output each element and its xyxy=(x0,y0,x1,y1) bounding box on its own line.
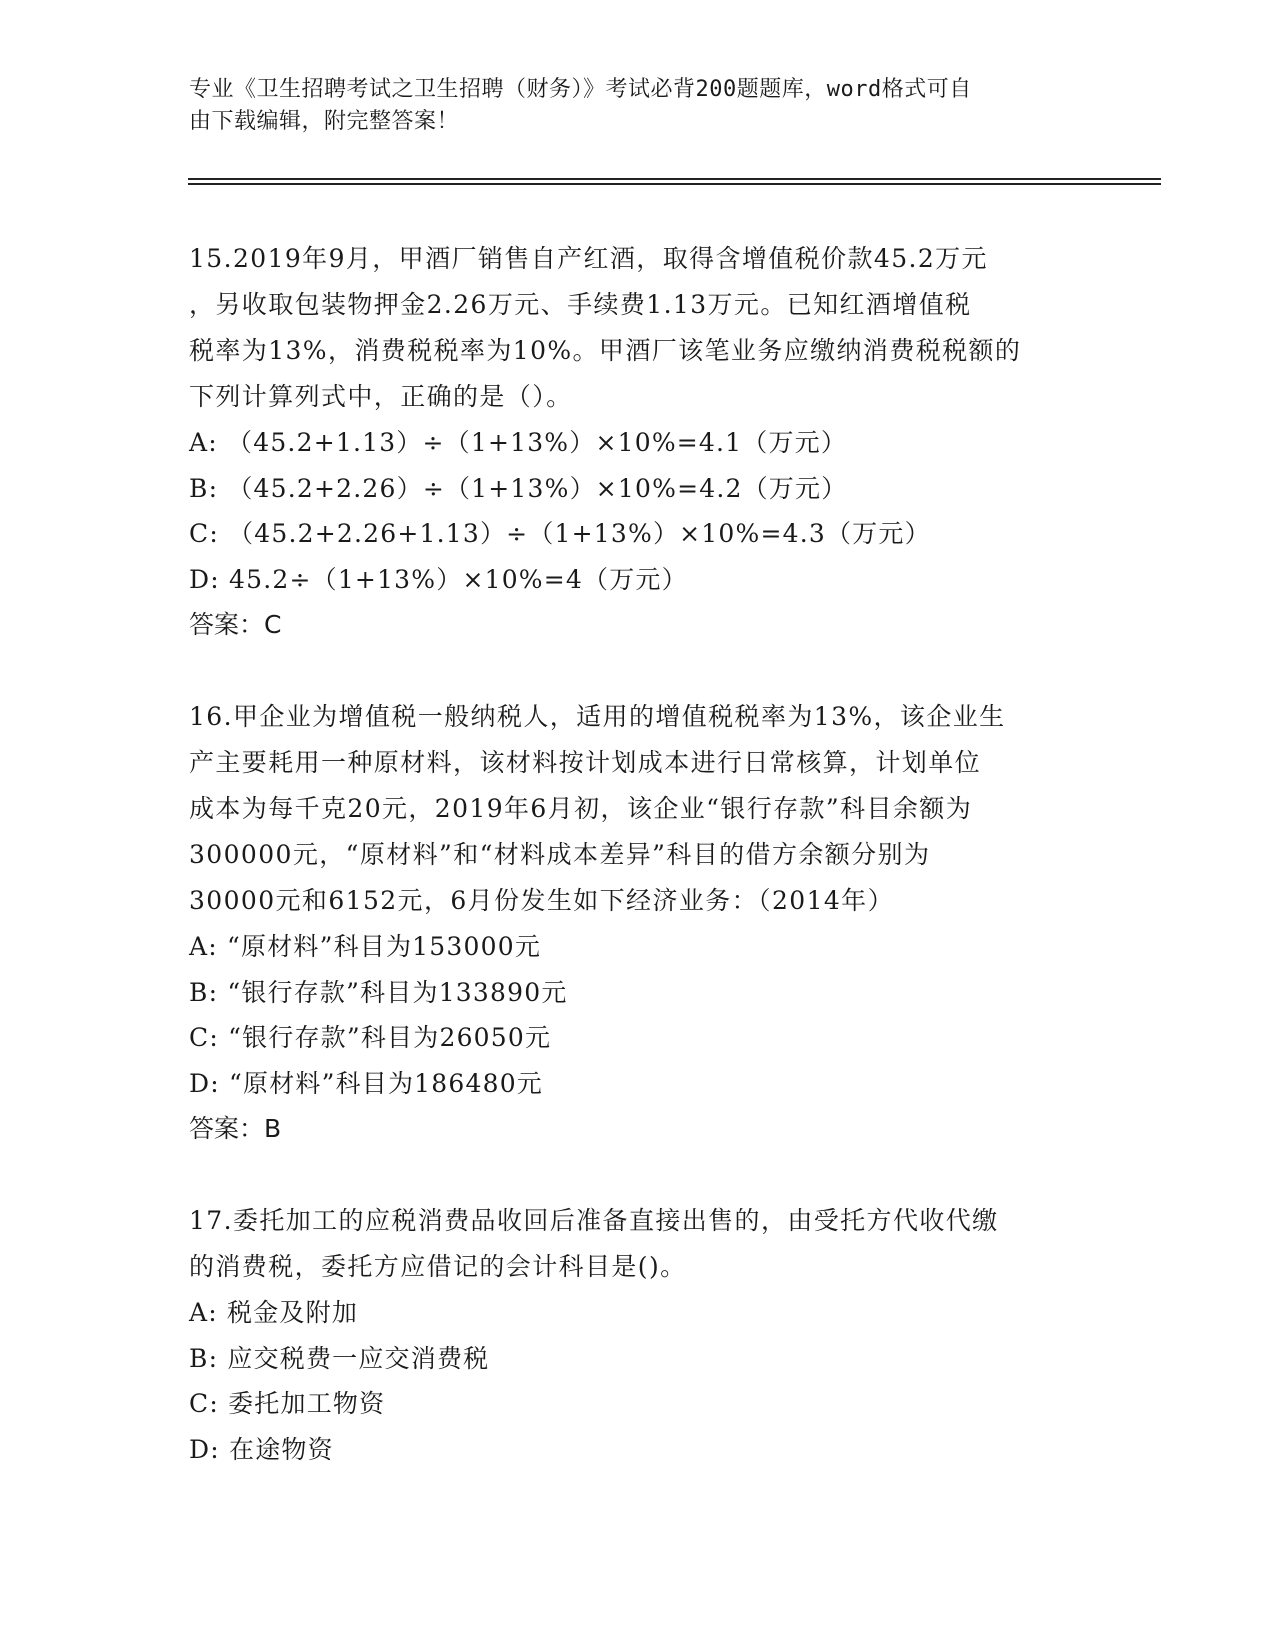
question-text-line: 的消费税，委托方应借记的会计科目是()。 xyxy=(189,1252,687,1281)
question-text-line: 30000元和6152元，6月份发生如下经济业务：（2014年） xyxy=(189,886,894,915)
option-c: C: （45.2+2.26+1.13）÷（1+13%）×10%=4.3（万元） xyxy=(189,519,931,548)
question-text-line: 税率为13%，消费税税率为10%。甲酒厂该笔业务应缴纳消费税税额的 xyxy=(189,336,1022,365)
document-header xyxy=(189,74,1069,138)
question-text-line: 300000元，“原材料”和“材料成本差异”科目的借方余额分别为 xyxy=(189,840,931,869)
header-line-2: 由下载编辑，附完整答案！ xyxy=(189,109,460,134)
question-text-line: 下列计算列式中，正确的是（）。 xyxy=(189,382,573,411)
header-line-1: 专业《卫生招聘考试之卫生招聘（财务）》考试必背200题题库，word格式可自 xyxy=(189,77,972,102)
option-c: C: “银行存款”科目为26050元 xyxy=(189,1023,552,1052)
header-divider-bottom xyxy=(188,183,1161,185)
question-text-line: 成本为每千克20元，2019年6月初，该企业“银行存款”科目余额为 xyxy=(189,794,973,823)
option-d: D: 45.2÷（1+13%）×10%=4（万元） xyxy=(189,564,688,594)
question-list xyxy=(189,236,1089,1518)
option-b: B: （45.2+2.26）÷（1+13%）×10%=4.2（万元） xyxy=(189,473,848,503)
question-17 xyxy=(189,1198,1089,1472)
question-text-line: 16.甲企业为增值税一般纳税人，适用的增值税税率为13%，该企业生 xyxy=(189,702,1006,731)
option-a: A: 税金及附加 xyxy=(189,1298,359,1327)
answer-label: 答案：C xyxy=(189,610,282,639)
option-c: C: 委托加工物资 xyxy=(189,1389,386,1418)
question-text-line: 产主要耗用一种原材料，该材料按计划成本进行日常核算，计划单位 xyxy=(189,748,982,777)
option-a: A: （45.2+1.13）÷（1+13%）×10%=4.1（万元） xyxy=(189,428,848,457)
option-d: D: 在途物资 xyxy=(189,1434,334,1464)
question-text-line: 17.委托加工的应税消费品收回后准备直接出售的，由受托方代收代缴 xyxy=(189,1206,999,1235)
question-16 xyxy=(189,694,1089,1152)
option-a: A: “原材料”科目为153000元 xyxy=(189,932,542,961)
question-15 xyxy=(189,236,1089,648)
answer-label: 答案：B xyxy=(189,1114,282,1143)
header-divider-top xyxy=(188,178,1161,180)
question-text-line: ，另收取包装物押金2.26万元、手续费1.13万元。已知红酒增值税 xyxy=(189,290,972,319)
question-text-line: 15.2019年9月，甲酒厂销售自产红酒，取得含增值税价款45.2万元 xyxy=(189,244,988,273)
option-d: D: “原材料”科目为186480元 xyxy=(189,1068,544,1098)
option-b: B: “银行存款”科目为133890元 xyxy=(189,977,568,1007)
option-b: B: 应交税费一应交消费税 xyxy=(189,1343,490,1373)
